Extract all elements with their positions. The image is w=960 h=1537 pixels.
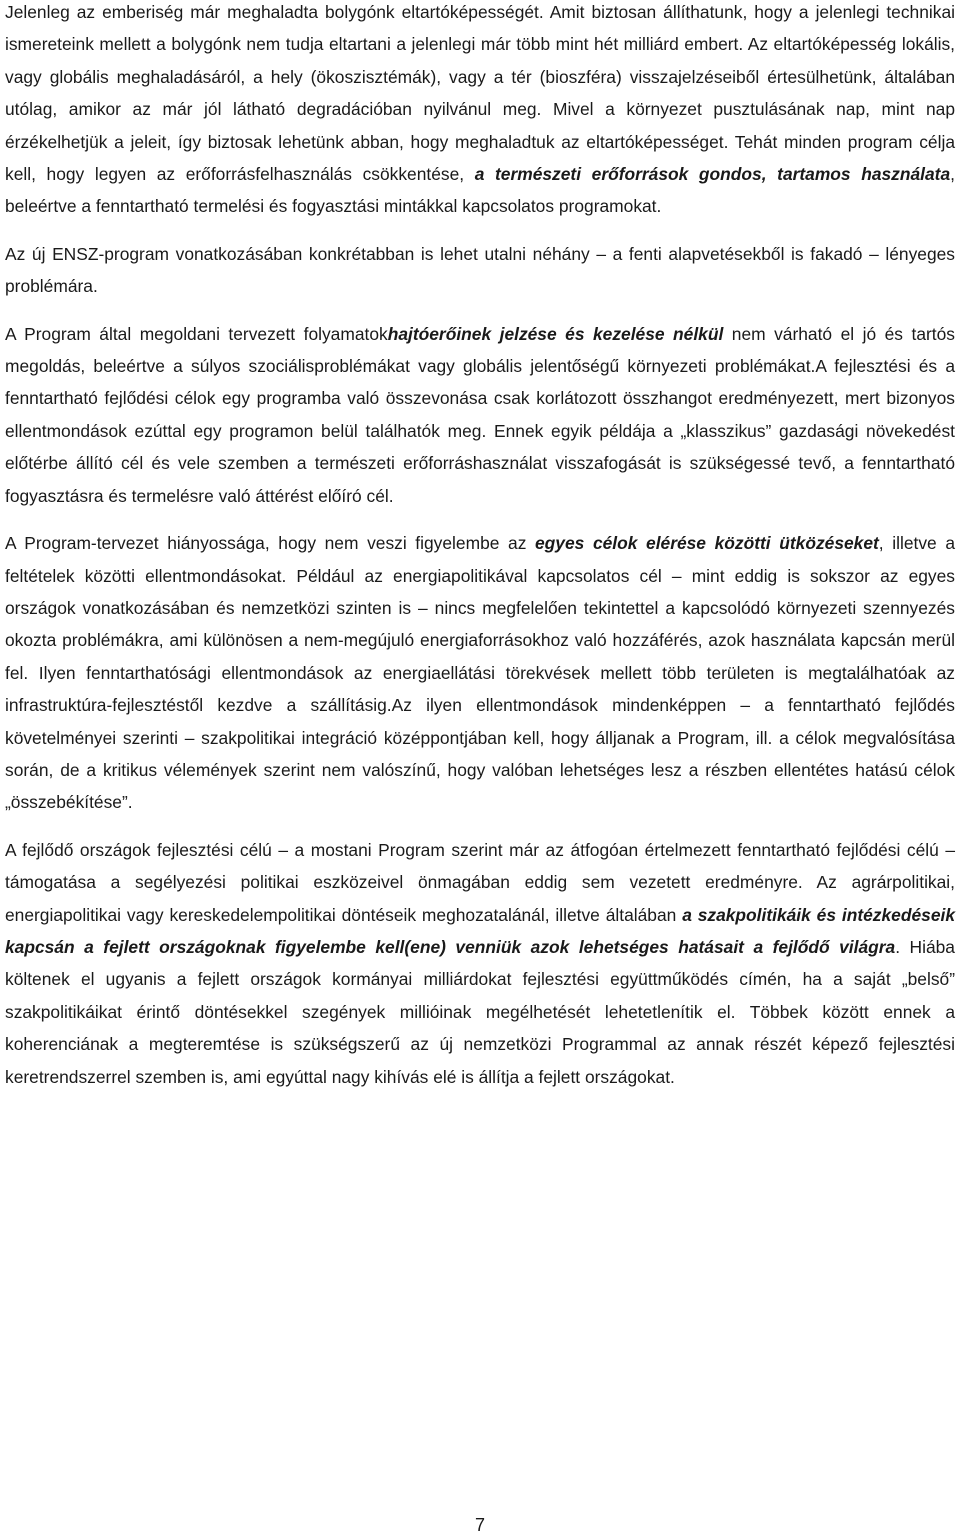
paragraph-3-text-2: nem várható el jó és tartós megoldás, beleértve a súlyos szociálisproblémákat vagy globális jelentőségű környezeti problémákat.A fejlesztési és a fenntartható fejlődési célok egy programba való összevonása csak korlátozott összhangot eredményezett, mert bizonyos ellentmondások ezúttal egy programon belül találhatók meg. Ennek egyik példája a „klasszikus” gazdasági növekedést előtérbe állító cél és vele szemben a természeti erőforráshasználat visszafogását is szükségessé tevő, a fenntartható fogyasztásra és termelésre való áttérést előíró cél. bbox=[5, 323, 955, 506]
paragraph-2-text-1: Az új ENSZ-program vonatkozásában konkrétabban is lehet utalni néhány – a fenti alapvetésekből is fakadó – lényeges problémára. bbox=[5, 243, 955, 297]
paragraph-4-emphasis: egyes célok elérése közötti ütközéseket bbox=[535, 533, 879, 554]
paragraph-5-text-2: . Hiába költenek el ugyanis a fejlett országok kormányai milliárdokat fejlesztési együttműködés címén, ha a saját „belső” szakpolitikáikat érintő döntésekkel szegények millióinak megélhetését lehetetlenítik el. Többek között ennek a koherenciának a megteremtése is szükségszerű az új nemzetközi Programmal az annak részét képező fejlesztési keretrendszerrel szemben is, ami egyúttal nagy kihívás elé is állítja a fejlett országokat. bbox=[5, 936, 955, 1087]
document-body bbox=[5, 0, 955, 1108]
paragraph-4-text-2: , illetve a feltételek közötti ellentmondásokat. Például az energiapolitikával kapcsolatos cél – mint eddig is sokszor az egyes országok vonatkozásában és nemzetközi szinten is – nincs megfelelően tekintettel a kapcsolódó környezeti szennyezés okozta problémákra, ami különösen a nem-megújuló energiaforrásokhoz való hozzáférés, azok használata kapcsán merül fel. Ilyen fenntarthatósági ellentmondások az energiaellátási törekvések mellett több területen is megtalálhatóak az infrastruktúra-fejlesztéstől kezdve a szállításig.Az ilyen ellentmondások mindenképpen – a fenntartható fejlődés követelményei szerinti – szakpolitikai integráció középpontjában kell, hogy álljanak a Program, ill. a célok megvalósítása során, de a kritikus vélemények szerint nem valószínű, hogy valóban lehetséges lesz a részben ellentétes hatású célok „összebékítése”. bbox=[5, 533, 955, 813]
paragraph-5-emphasis: a szakpolitikáik és intézkedéseik kapcsán a fejlett országoknak figyelembe kell(ene) venniük azok lehetséges hatásait a fejlődő világra bbox=[5, 904, 955, 957]
paragraph-3-emphasis: hajtóerőinek jelzése és kezelése nélkül bbox=[387, 323, 724, 344]
paragraph-1 bbox=[5, 0, 955, 223]
page-number: 7 bbox=[474, 1515, 485, 1535]
paragraph-1-text-2: , beleértve a fenntartható termelési és fogyasztási mintákkal kapcsolatos programokat. bbox=[5, 164, 955, 217]
paragraph-1-text-1: Jelenleg az emberiség már meghaladta bolygónk eltartóképességét. Amit biztosan állíthatunk, hogy a jelenlegi technikai ismereteink mellett a bolygónk nem tudja eltartani a jelenlegi már több mint hét milliárd embert. Az eltartóképesség lokális, vagy globális meghaladásáról, a hely (ökoszisztémák), vagy a tér (bioszféra) visszajelzéseiből értesülhetünk, általában utólag, amikor az már jól látható degradációban nyilvánul meg. Mivel a környezet pusztulásának nap, mint nap érzékelhetjük a jeleit, így biztosak lehetünk abban, hogy meghaladtuk az eltartóképességet. Tehát minden program célja kell, hogy legyen az erőforrásfelhasználás csökkentése, bbox=[5, 2, 955, 185]
paragraph-1-emphasis: a természeti erőforrások gondos, tartamos használata bbox=[474, 164, 951, 185]
paragraph-4-text-1: A Program-tervezet hiányossága, hogy nem veszi figyelembe az bbox=[5, 533, 536, 554]
paragraph-2 bbox=[5, 238, 955, 303]
paragraph-3 bbox=[5, 318, 955, 512]
paragraph-5-text-1: A fejlődő országok fejlesztési célú – a mostani Program szerint már az átfogóan értelmezett fenntartható fejlődési célú – támogatása a segélyezési politikai eszközeivel önmagában eddig sem vezetett eredményre. Az agrárpolitikai, energiapolitikai vagy kereskedelempolitikai döntéseik meghozatalánál, illetve általában bbox=[5, 839, 955, 925]
paragraph-4 bbox=[5, 527, 955, 819]
paragraph-3-text-1: A Program által megoldani tervezett folyamatok bbox=[5, 323, 388, 344]
paragraph-5 bbox=[5, 834, 955, 1093]
